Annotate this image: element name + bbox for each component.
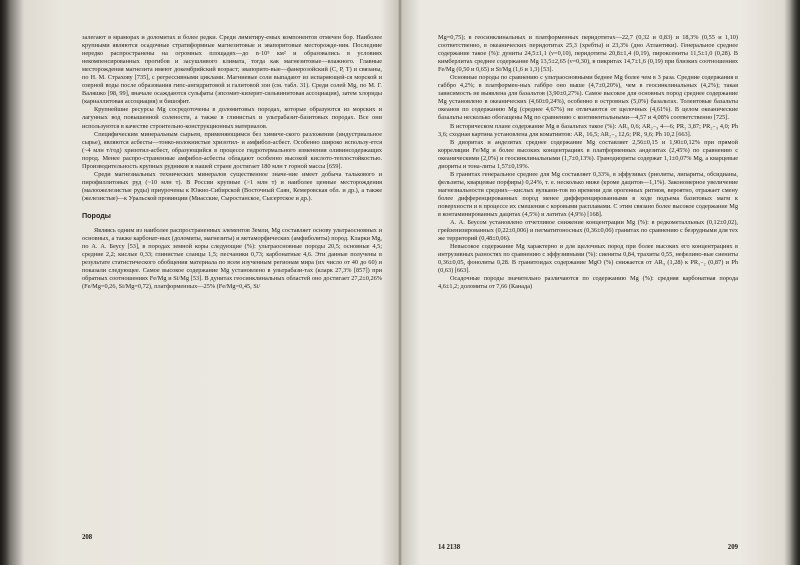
- right-paragraph-2: Основные породы по сравнению с ультраосновными беднее Mg более чем в 3 раза. Средние содержания в габбро 4,2%; в платформен-ных габбро оно выше (4,7±0,20%), чем в геосинклинальных (4,2%); такая зависимость не выявлена для базальтов (3,90±0,27%). Самое высокое для основных пород среднее содержание Mg установлено в океанических (4,60±0,24%), особенно в островных (5,0%) базальтах. Толеитовые базальты океанов по содержанию Mg (среднее 4,67%) не отличаются от щелочных (4,61%). В целом океанические базальты несколько обогащены Mg по сравнению с континентальными—4,57 и 4,08% соответственно [725].: [438, 74, 738, 122]
- right-paragraph-4: В диоритах и андезитах среднее содержание Mg составляет 2,56±0,15 и 1,90±0,12% при прямой корреляции Fe/Mg и более высоких концентрациях в платформенных андезитах (2,45%) по сравнению с океаническими (2,0%) и геосинклинальными (1,7±0,13%). Гранодиориты содержат 1,1±0,07% Mg, а кварцевые диориты и тона-литы 1,57±0,19%.: [438, 138, 738, 170]
- scan-shadow-right: [784, 0, 800, 565]
- right-paragraph-7: Невысокое содержание Mg характерно и для щелочных пород при более высоких его концентрациях в интрузивных разностях по сравнению с эффузивными (%): сиениты 0,84, трахиты 0,55, нефелино-вые сиениты 0,36±0,05, фонолиты 0,28. В гранитоидах содержание MgO (%) снижается от AR₃ (1,28) к PR₁₋₂ (0,87) и Ph (0,63) [663].: [438, 243, 738, 275]
- page-number-right: 209: [727, 544, 738, 551]
- section-heading: Породы: [82, 210, 111, 220]
- left-paragraph-2: Крупнейшие ресурсы Mg сосредоточены в доломитовых породах, которые образуются из морских и лагунных вод повышенной солености, а также в глинистых и ультрабазит-базитовых породах. Все они используются в качестве строительно-конструкционных материалов.: [82, 106, 382, 130]
- printer-signature: 14 2138: [438, 544, 461, 551]
- scan-shadow-left: [0, 0, 24, 565]
- right-paragraph-1: Mg=0,75); в геосинклинальных и платформенных перидотитах—22,7 (0,32 и 0,83) и 18,3% (0,55 и 1,10) соответственно, в океанических перидотитах 25,3 (хребты) и 23,3% (дно Атлантики). Генеральное среднее содержание такое (%): дуниты 24,5±1,1 (ν=0,10), перидотиты 20,8±1,4 (0,19), пироксениты 11,5±1,0 (0,28). В кимберлитах среднее содержание Mg 13,5±2,65 (ν=0,30), в пикритах 14,7±1,6 (0,19) при близких соотношениях Fe/Mg (0,50 и 0,65) и Si/Mg (1,6 и 1,3) [53].: [438, 34, 738, 74]
- left-paragraph-1: залегают в мраморах и доломитах и более редки. Среди лимитиру-емых компонентов отмечен бор. Наиболее крупными являются осадочные стратиформные магнезитовые и эвапоритовые месторожде-ния. Последние нередко распространены на огромных площадях—до n·10⁵ км² и образовались в условиях некомпенсированных прогибов и засушливого климата, тогда как магнезитовые—влажного. Главные месторождения магнезита имеют докембрийский возраст; эвапорито-вые—фанерозойский (С, Р, Т) и связаны, по Н. М. Страхову [735], с регрессивными циклами. Магниевые соли выпадают из испаряющей-ся морской и озерной воды после образования гипс-ангидритовой и галитовой зон (см. табл. 31). Среди солей Mg, по М. Г. Валяшко [98, 99], вначале осаждаются сульфаты (эпсомит-кизерит-сильвинитовая ассоциация), затем хлориды (карналлитовая ассоциация) и бишофит.: [82, 34, 382, 106]
- left-paragraph-4: Среди магнезиальных технических минералов существенное значе-ние имеет добыча талькового и пирофиллитовых руд (~10 млн т). В России крупные (>1 млн т) и наиболее ценные месторождения (малоожелезистые руды) приурочены к Южно-Сибирской (Восточный Саян, Кемеровская обл. и др.), а также (железистые)—к Уральской провинции (Миасские, Сыростанское, Сысертское и др.).: [82, 170, 382, 202]
- right-paragraph-6: А. А. Беусом установлено отчетливое снижение концентрации Mg (%): в редкометалльных (0,12±0,02), грейзенизированных (0,22±0,006) и пегматитоносных (0,36±0,06) гранитах по сравнению с безрудными для тех же территорий (0,48±0,06).: [438, 219, 738, 243]
- left-page: [82, 34, 382, 554]
- page-number-left: 208: [82, 534, 93, 541]
- right-paragraph-5: В гранитах генеральное среднее для Mg составляет 0,33%, в эффузивах (риолиты, липариты, обсидианы, фельзиты, кварцевые порфиры) 0,24%, т. е. несколько ниже (кроме дацитов—1,1%). Закономерное увеличение магнезиальности средних—кислых вулкани-тов во времени для орогенных ритмов, вероятно, отражает смену более дифференцированных пород менее дифференцированными в ходе подъема базитовых магм к поверхности и в процессе их смешения с коровыми расплавами. С этим связано более высокое содержание Mg в контаминированных дацитах (4,5%) и латитах (4,9%) [168].: [438, 170, 738, 219]
- right-paragraph-3: В историческом плане содержание Mg в базальтах такое (%): AR₃ 0,6; AR₂₋₃ 4—6; PR₁ 3,87; PR₂₋₃ 4,0; Ph 3,6; сходная картина установлена для коматиитов: AR₁ 16,5; AR₂₋₃ 12,6; PR₁ 9,6; Ph 10,2 [663].: [438, 122, 738, 138]
- right-page: [438, 34, 738, 554]
- left-paragraph-5: Являясь одним из наиболее распространенных элементов Земли, Mg составляет основу ультраосновных и основных, а также карбонат-ных (доломиты, магнезиты) и метаморфических (амфиболиты) пород. Кларки Mg, по А. А. Беусу [53], в породах земной коры следующие (%): ультраосновные породы 20,5; основные 4,5; средние 2,2; кислые 0,33; глинистые сланцы 1,5; песчаники 0,73; карбонатные 4,6. Эти данные получены в результате статистического обобщения материала по всем изученным регионам мира (их число от 40 до 60) и показали следующее. Самое высокое содержание Mg установлено в ультрабази-тах (кларк 27,3% [857]) при обратных соотношениях Fe/Mg и Si/Mg [53]. В дунитах геосинклинальных областей оно достигает 27,2±0,26% (Fe/Mg=0,26, Si/Mg=0,72), платформенных—25% (Fe/Mg=0,45, Si/: [82, 227, 382, 291]
- right-paragraph-8: Осадочные породы значительно различаются по содержанию Mg (%): средняя карбонатная порода 4,6±1,2; доломиты от 7,66 (Канада): [438, 275, 738, 291]
- left-paragraph-3: Специфическим минеральным сырьем, применяющимся без химиче-ского разложения (индустриальное сырье), являются асбесты—тонко-волокнистые хризотил- и амфибол-асбест. Особенно широко использу-ется (~4 млн т/год) хризотил-асбест, образующийся в процессе гидротермального изменения оливинсодержащих пород. Менее распро-страненные амфибол-асбесты обладают особенно высокой кислото-теплостойкостью. Производительность крупных рудников в нашей стране достигает 180 млн т горной массы [659].: [82, 130, 382, 170]
